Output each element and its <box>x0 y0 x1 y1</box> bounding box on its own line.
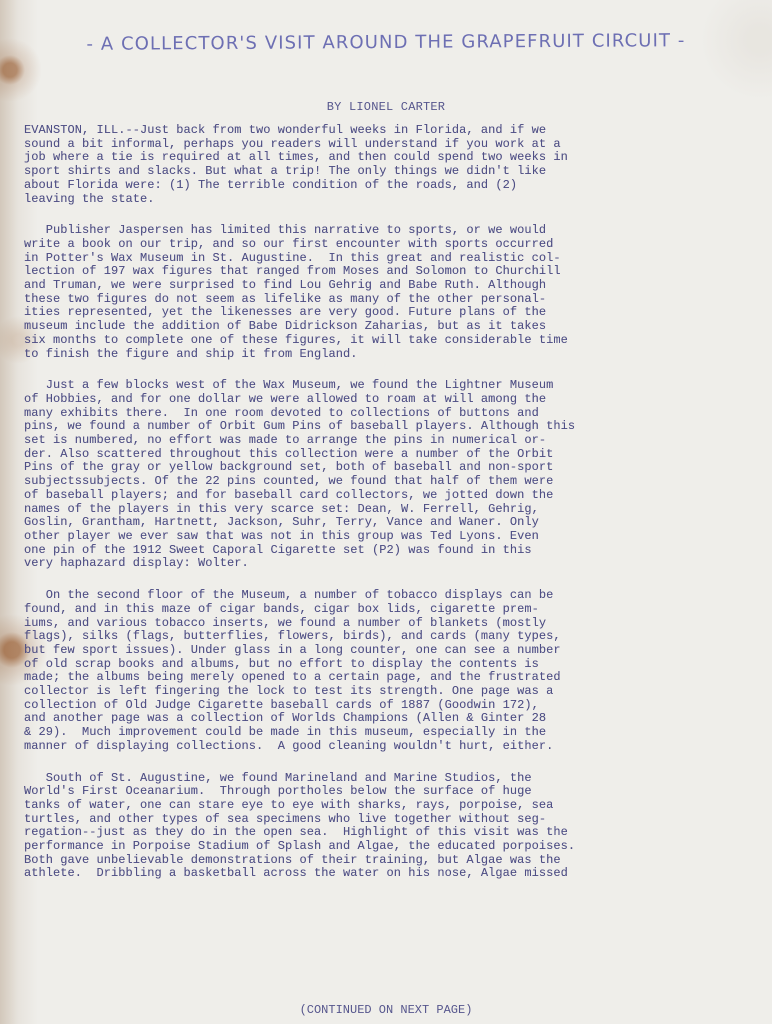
text-line: regation--just as they do in the open sea. Highlight of this visit was the <box>24 825 568 840</box>
text-line: one pin of the 1912 Sweet Caporal Cigarette set (P2) was found in this <box>24 542 532 557</box>
text-line: tanks of water, one can stare eye to eye with sharks, rays, porpoise, sea <box>24 797 554 812</box>
text-line: South of St. Augustine, we found Marineland and Marine Studios, the <box>24 770 532 785</box>
text-line: Pins of the gray or yellow background set, both of baseball and non-sport <box>24 460 554 475</box>
text-line: subjectssubjects. Of the 22 pins counted, we found that half of them were <box>24 474 554 489</box>
text-line: in Potter's Wax Museum in St. Augustine. In this great and realistic col- <box>24 250 561 265</box>
paragraph-1 <box>24 124 732 206</box>
text-line: job where a tie is required at all times, and then could spend two weeks in <box>24 150 568 165</box>
text-line: Both gave unbelievable demonstrations of their training, but Algae was the <box>24 852 561 867</box>
text-line: but few sport issues). Under glass in a long counter, one can see a number <box>24 642 561 657</box>
text-line: these two figures do not seem as lifelike as many of the other personal- <box>24 291 547 306</box>
paragraph-5 <box>24 772 732 882</box>
paragraph-4 <box>24 589 732 753</box>
text-line: Goslin, Grantham, Hartnett, Jackson, Suhr, Terry, Vance and Waner. Only <box>24 515 539 530</box>
text-line: & 29). Much improvement could be made in this museum, especially in the <box>24 725 547 740</box>
text-line: set is numbered, no effort was made to arrange the pins in numerical or- <box>24 433 547 448</box>
text-line: EVANSTON, ILL.--Just back from two wonderful weeks in Florida, and if we <box>24 123 547 137</box>
text-line: On the second floor of the Museum, a number of tobacco displays can be <box>24 588 554 603</box>
text-line: sport shirts and slacks. But what a trip! The only things we didn't like <box>24 164 547 179</box>
text-line: collector is left fingering the lock to test its strength. One page was a <box>24 684 554 699</box>
text-line: athlete. Dribbling a basketball across the water on his nose, Algae missed <box>24 866 568 881</box>
handwritten-headline: - A COLLECTOR'S VISIT AROUND THE GRAPEFRUIT CIRCUIT - <box>86 30 686 55</box>
text-line: Publisher Jaspersen has limited this narrative to sports, or we would <box>24 223 547 238</box>
text-line: museum include the addition of Babe Didrickson Zaharias, but as it takes <box>24 319 547 334</box>
text-line: collection of Old Judge Cigarette baseball cards of 1887 (Goodwin 172), <box>24 697 539 712</box>
text-line: write a book on our trip, and so our first encounter with sports occurred <box>24 236 554 251</box>
text-line: of baseball players; and for baseball card collectors, we jotted down the <box>24 487 554 502</box>
text-line: very haphazard display: Wolter. <box>24 556 249 571</box>
paragraph-2 <box>24 224 732 361</box>
text-line: World's First Oceanarium. Through portholes below the surface of huge <box>24 784 532 799</box>
text-line: many exhibits there. In one room devoted to collections of buttons and <box>24 405 539 420</box>
text-line: iums, and various tobacco inserts, we found a number of blankets (mostly <box>24 615 547 630</box>
text-line: of old scrap books and albums, but no effort to display the contents is <box>24 656 539 671</box>
text-line: leaving the state. <box>24 191 155 206</box>
text-line: flags), silks (flags, butterflies, flowers, birds), and cards (many types, <box>24 629 561 644</box>
article-body <box>24 124 732 899</box>
text-line: performance in Porpoise Stadium of Splash and Algae, the educated porpoises. <box>24 839 576 854</box>
text-line: sound a bit informal, perhaps you readers will understand if you work at a <box>24 136 561 151</box>
text-line: six months to complete one of these figures, it will take considerable time <box>24 332 568 347</box>
text-line: to finish the figure and ship it from England. <box>24 346 358 361</box>
text-line: pins, we found a number of Orbit Gum Pins of baseball players. Although this <box>24 419 576 434</box>
text-line: Just a few blocks west of the Wax Museum, we found the Lightner Museum <box>24 378 554 393</box>
text-line: lection of 197 wax figures that ranged from Moses and Solomon to Churchill <box>24 264 561 279</box>
text-line: and Truman, we were surprised to find Lou Gehrig and Babe Ruth. Although <box>24 278 547 293</box>
text-line: of Hobbies, and for one dollar we were allowed to roam at will among the <box>24 391 547 406</box>
text-line: made; the albums being merely opened to a certain page, and the frustrated <box>24 670 561 685</box>
text-line: names of the players in this very scarce set: Dean, W. Ferrell, Gehrig, <box>24 501 539 516</box>
paragraph-3 <box>24 379 732 571</box>
text-line: turtles, and other types of sea specimens who live together without seg- <box>24 811 547 826</box>
text-line: other player we ever saw that was not in this group was Ted Lyons. Even <box>24 528 539 543</box>
text-line: found, and in this maze of cigar bands, cigar box lids, cigarette prem- <box>24 601 539 616</box>
text-line: and another page was a collection of Worlds Champions (Allen & Ginter 28 <box>24 711 547 726</box>
text-line: about Florida were: (1) The terrible condition of the roads, and (2) <box>24 177 518 192</box>
byline: BY LIONEL CARTER <box>326 100 446 114</box>
text-line: ities represented, yet the likenesses are very good. Future plans of the <box>24 305 547 320</box>
continued-footer: (CONTINUED ON NEXT PAGE) <box>299 1003 473 1017</box>
text-line: manner of displaying collections. A good cleaning wouldn't hurt, either. <box>24 738 554 753</box>
text-line: der. Also scattered throughout this collection were a number of the Orbit <box>24 446 554 461</box>
